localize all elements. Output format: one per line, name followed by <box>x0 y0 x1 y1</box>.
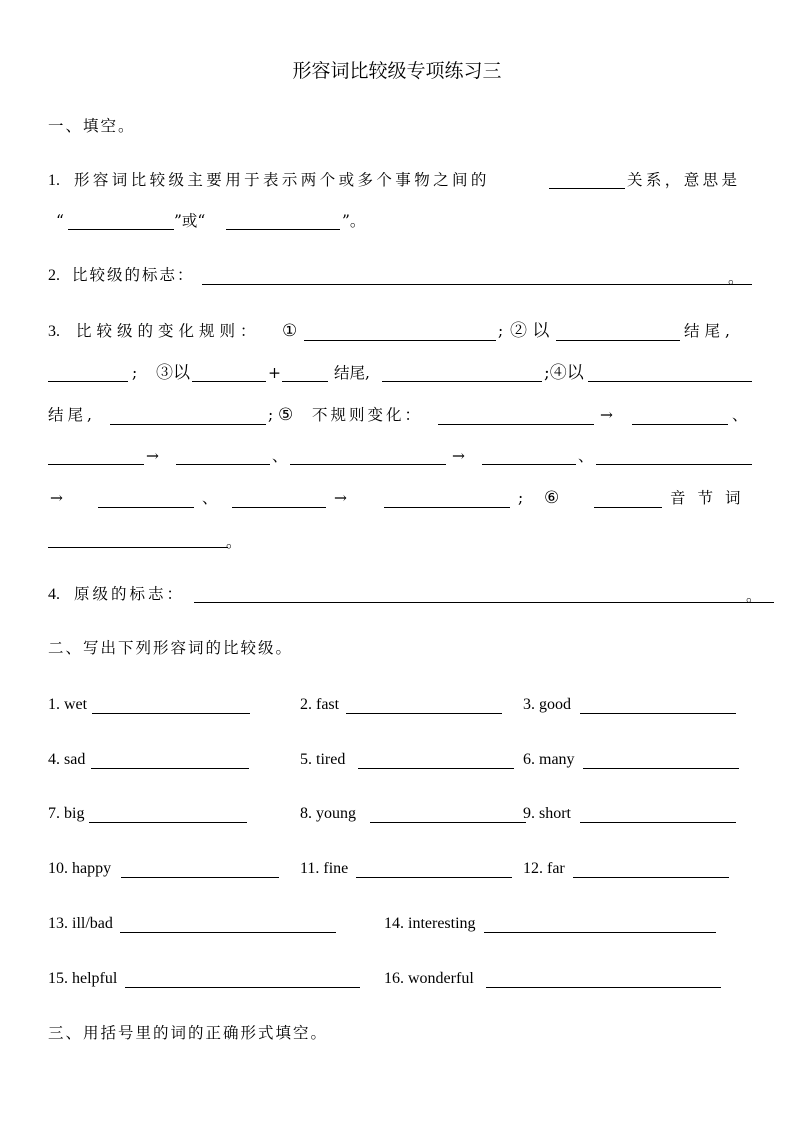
q3-dun-1: 、 <box>732 406 748 424</box>
answer-blank[interactable] <box>121 877 279 878</box>
q3-circle-5: ⑤ <box>278 405 294 425</box>
answer-blank[interactable] <box>370 822 526 823</box>
q3-blank-12[interactable] <box>176 464 270 465</box>
answer-blank[interactable] <box>346 713 502 714</box>
q3-blank-15[interactable] <box>596 464 752 465</box>
q2-number: 2. <box>48 267 60 284</box>
q3-blank-4[interactable] <box>192 381 266 382</box>
word-item: 9. short <box>523 805 571 822</box>
q3-blank-2[interactable] <box>556 340 680 341</box>
q3-dun-4: 、 <box>202 489 218 507</box>
q3-blank-19[interactable] <box>594 507 662 508</box>
answer-blank[interactable] <box>89 822 247 823</box>
page-title: 形容词比较级专项练习三 <box>292 60 502 82</box>
q3-arrow-3: → <box>452 447 465 465</box>
q3-blank-6[interactable] <box>382 381 542 382</box>
q1-blank-2[interactable] <box>68 229 174 230</box>
q3-arrow-5: → <box>334 489 347 507</box>
q1-quote-end: ”。 <box>342 212 366 230</box>
q3-jiewei: 结尾, <box>684 322 735 340</box>
q3-blank-14[interactable] <box>482 464 576 465</box>
q3-blank-5[interactable] <box>282 381 328 382</box>
q1-mid: 关系，意思是 <box>627 171 741 189</box>
word-item: 12. far <box>523 860 565 877</box>
q3-number: 3. <box>48 323 60 340</box>
q3-blank-9[interactable] <box>438 424 594 425</box>
q3-blank-8[interactable] <box>110 424 266 425</box>
q3-syllable: 音节词 <box>670 489 753 507</box>
word-item: 16. wonderful <box>384 970 474 987</box>
word-item: 10. happy <box>48 860 112 877</box>
q3-plus: + <box>268 364 281 382</box>
q3-arrow-4: → <box>50 489 63 507</box>
q3-semicolon-1: ; <box>498 322 504 340</box>
answer-blank[interactable] <box>583 768 739 769</box>
q3-dun-3: 、 <box>578 447 594 465</box>
q3-arrow-1: → <box>600 406 613 424</box>
section3-heading: 三、用括号里的词的正确形式填空。 <box>48 1024 329 1042</box>
word-item: 2. fast <box>300 696 340 713</box>
q3-irregular: 不规则变化： <box>312 406 424 424</box>
word-item: 3. good <box>523 696 571 713</box>
answer-blank[interactable] <box>573 877 729 878</box>
q3-blank-16[interactable] <box>98 507 194 508</box>
q3-circle-2: ② 以 <box>510 321 550 341</box>
q3-blank-11[interactable] <box>48 464 144 465</box>
q3-blank-7[interactable] <box>588 381 752 382</box>
q1-quote-mid: ”或“ <box>174 212 206 230</box>
answer-blank[interactable] <box>92 713 250 714</box>
word-item: 15. helpful <box>48 970 118 987</box>
q4-blank[interactable] <box>194 602 774 603</box>
word-item: 4. sad <box>48 751 86 768</box>
q3-arrow-2: → <box>146 447 159 465</box>
word-item: 13. ill/bad <box>48 915 113 932</box>
q3-text: 比较级的变化规则： <box>76 322 261 340</box>
section2-heading: 二、写出下列形容词的比较级。 <box>48 639 294 657</box>
word-item: 11. fine <box>300 860 349 877</box>
answer-blank[interactable] <box>580 713 736 714</box>
q3-semicolon-2: ; <box>132 364 138 382</box>
answer-blank[interactable] <box>120 932 336 933</box>
word-item: 14. interesting <box>384 915 476 932</box>
answer-blank[interactable] <box>91 768 249 769</box>
q3-blank-10[interactable] <box>632 424 728 425</box>
section1-heading: 一、填空。 <box>48 117 136 135</box>
q4-end: 。 <box>746 587 762 605</box>
q3-blank-13[interactable] <box>290 464 446 465</box>
q3-blank-18[interactable] <box>384 507 510 508</box>
q3-jiewei-2: 结尾, <box>334 364 370 382</box>
answer-blank[interactable] <box>125 987 360 988</box>
q3-blank-17[interactable] <box>232 507 326 508</box>
q2-end: 。 <box>728 269 744 287</box>
q3-circle-1: ① <box>282 321 298 341</box>
q3-semicolon-4: ; <box>518 489 524 507</box>
word-item: 7. big <box>48 805 85 822</box>
q3-circle-6: ⑥ <box>544 488 560 508</box>
answer-blank[interactable] <box>356 877 512 878</box>
q2-blank[interactable] <box>202 284 752 285</box>
q3-blank-3[interactable] <box>48 381 128 382</box>
answer-blank[interactable] <box>580 822 736 823</box>
word-item: 6. many <box>523 751 575 768</box>
word-item: 1. wet <box>48 696 88 713</box>
q3-circle-3: ③以 <box>156 363 190 383</box>
q3-jiewei-3: 结尾, <box>48 406 96 424</box>
q1-quote-open: “ <box>56 212 64 230</box>
q1-number: 1. <box>48 172 60 189</box>
q3-end: 。 <box>226 533 242 551</box>
q1-text: 形容词比较级主要用于表示两个或多个事物之间的 <box>74 171 490 189</box>
q3-dun-2: 、 <box>272 447 288 465</box>
q1-blank-3[interactable] <box>226 229 340 230</box>
q3-blank-1[interactable] <box>304 340 496 341</box>
q3-semicolon-3: ; <box>268 406 274 424</box>
answer-blank[interactable] <box>486 987 721 988</box>
q3-blank-20[interactable] <box>48 547 228 548</box>
q4-number: 4. <box>48 586 60 603</box>
q3-circle-4: ;④以 <box>544 363 584 383</box>
word-item: 8. young <box>300 805 356 822</box>
q2-text: 比较级的标志： <box>72 266 195 284</box>
q1-blank-1[interactable] <box>549 188 625 189</box>
answer-blank[interactable] <box>484 932 716 933</box>
q4-text: 原级的标志： <box>74 585 186 603</box>
word-item: 5. tired <box>300 751 346 768</box>
answer-blank[interactable] <box>358 768 514 769</box>
